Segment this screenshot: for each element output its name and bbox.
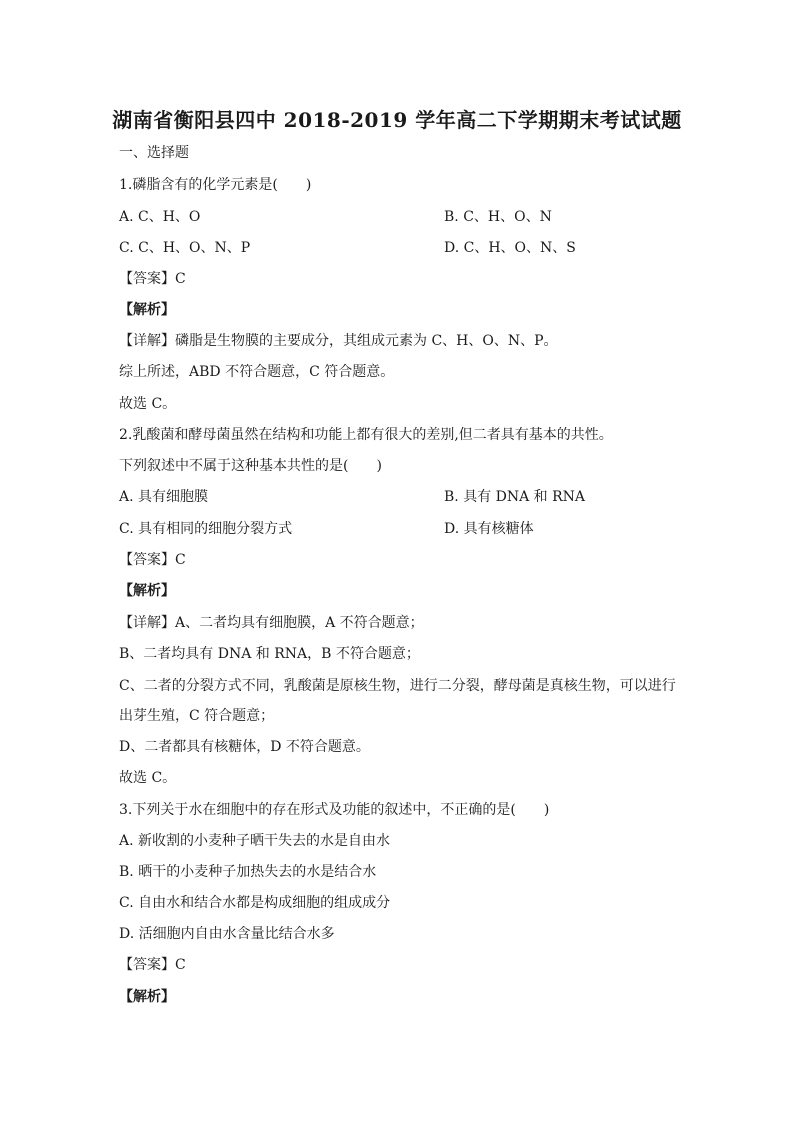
q1-option-b: B. C、H、O、N: [444, 209, 552, 225]
q3-analysis-heading: 【解析】: [119, 989, 175, 1005]
q2-detail-c-line1: C、二者的分裂方式不同，乳酸菌是原核生物，进行二分裂，酵母菌是真核生物，可以进行: [119, 678, 676, 694]
q2-conclusion: 故选 C。: [119, 770, 177, 786]
q3-option-a: A. 新收割的小麦种子晒干失去的水是自由水: [119, 833, 391, 849]
q1-conclusion: 故选 C。: [119, 396, 177, 412]
q1-stem: 1.磷脂含有的化学元素是( ): [119, 177, 312, 193]
q2-stem-line1: 2.乳酸菌和酵母菌虽然在结构和功能上都有很大的差别,但二者具有基本的共性。: [119, 427, 613, 443]
q1-option-d: D. C、H、O、N、S: [444, 240, 576, 256]
q2-answer: 【答案】C: [119, 552, 186, 568]
q2-option-a: A. 具有细胞膜: [119, 489, 209, 505]
q1-analysis-heading: 【解析】: [119, 302, 175, 318]
q2-option-c: C. 具有相同的细胞分裂方式: [119, 521, 293, 537]
q2-detail-d: D、二者都具有核糖体，D 不符合题意。: [119, 739, 370, 755]
q1-answer: 【答案】C: [119, 271, 186, 287]
q2-option-d: D. 具有核糖体: [444, 521, 534, 537]
q3-option-c: C. 自由水和结合水都是构成细胞的组成成分: [119, 895, 391, 911]
section-heading: 一、选择题: [119, 145, 189, 161]
q1-option-a: A. C、H、O: [119, 209, 201, 225]
q2-detail-a: 【详解】A、二者均具有细胞膜，A 不符合题意；: [119, 615, 424, 631]
q3-option-b: B. 晒干的小麦种子加热失去的水是结合水: [119, 864, 377, 880]
q1-summary: 综上所述，ABD 不符合题意，C 符合题意。: [119, 364, 395, 380]
q2-stem-line2: 下列叙述中不属于这种基本共性的是( ): [119, 458, 382, 474]
q2-analysis-heading: 【解析】: [119, 583, 175, 599]
q2-option-b: B. 具有 DNA 和 RNA: [444, 489, 586, 505]
q1-option-c: C. C、H、O、N、P: [119, 240, 251, 256]
q3-stem: 3.下列关于水在细胞中的存在形式及功能的叙述中，不正确的是( ): [119, 802, 550, 818]
q1-detail: 【详解】磷脂是生物膜的主要成分，其组成元素为 C、H、O、N、P。: [119, 333, 558, 349]
q2-detail-c-line2: 出芽生殖，C 符合题意；: [119, 708, 275, 724]
q2-detail-b: B、二者均具有 DNA 和 RNA，B 不符合题意；: [119, 646, 420, 662]
document-title: 湖南省衡阳县四中 2018-2019 学年高二下学期期末考试试题: [112, 108, 682, 132]
q3-option-d: D. 活细胞内自由水含量比结合水多: [119, 926, 335, 942]
q3-answer: 【答案】C: [119, 957, 186, 973]
